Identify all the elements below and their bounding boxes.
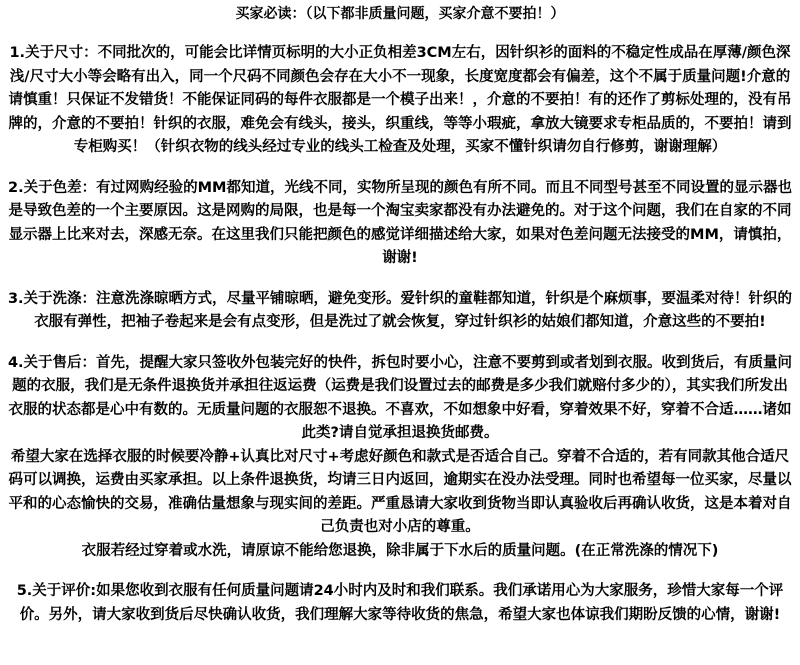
notice-review-section: 5.关于评价:如果您收到衣服有任何质量问题请24小时内及时和我们联系。我们承诺用心为大家服务，珍惜大家每一个评价。另外，请大家收到货后尽快确认收货，我们理解大家等待收货的焦急，希望大家也体谅我们期盼反馈的心情，谢谢! <box>16 583 784 623</box>
notice-aftersale-extra-2: 衣服若经过穿着或水洗，请原谅不能给您退换，除非属于下水后的质量问题。(在正常洗涤的情况下) <box>81 542 719 559</box>
notice-aftersale-extra-1: 希望大家在选择衣服的时候要冷静+认真比对尺寸+考虑好颜色和款式是否适合自己。穿着不合适的，若有同款其他合适尺码可以调换，运费由买家承担。以上条件退换货，均请三日内返回，逾期实在没办法受理。同时也希望每一位买家，尽量以平和的心态愉快的交易，准确估量想象与现实间的差距。严重恳请大家收到货物当即认真验收后再确认收货，这是本着对自己负责也对小店的尊重。 <box>8 448 792 535</box>
notice-title: 买家必读：（以下都非质量问题，买家介意不要拍！） <box>235 6 565 22</box>
notice-washing-section: 3.关于洗涤：注意洗涤晾晒方式，尽量平铺晾晒，避免变形。爱针织的童鞋都知道，针织是个麻烦事，要温柔对待！针织的衣服有弹性，把袖子卷起来是会有点变形，但是洗过了就会恢复，穿过针织衫的姑娘们都知道，介意这些的不要拍! <box>7 290 793 330</box>
notice-color-section: 2.关于色差：有过网购经验的MM都知道，光线不同，实物所呈现的颜色有所不同。而且不同型号甚至不同设置的显示器也是导致色差的一个主要原因。这是网购的局限，也是每一个淘宝卖家都没有办法避免的。对于这个问题，我们在自家的不同显示器上比来对去，深感无奈。在这里我们只能把颜色的感觉详细描述给大家，如果对色差问题无法接受的MM，请慎拍，谢谢! <box>8 179 792 266</box>
notice-size-section: 1.关于尺寸：不同批次的，可能会比详情页标明的大小正负相差3CM左右，因针织衫的面料的不稳定性成品在厚薄/颜色深浅/尺寸大小等会略有出入，同一个尺码不同颜色会存在大小不一现象，长度宽度都会有偏差，这个不属于质量问题!介意的请慎重！只保证不发错货！不能保证同码的每件衣服都是一个模子出来！，介意的不要拍！有的还作了剪标处理的，没有吊牌的，介意的不要拍！针织的衣服，难免会有线头，接头，织重线，等等小瑕疵，拿放大镜要求专柜品质的，不要拍！请到专柜购买！（针织衣物的线头经过专业的线头工检查及处理，买家不懂针织请勿自行修剪，谢谢理解） <box>8 45 792 155</box>
section-spacer <box>6 160 794 177</box>
section-spacer <box>6 563 794 580</box>
notice-aftersale-section: 4.关于售后：首先，提醒大家只签收外包装完好的快件，拆包时要小心，注意不要剪到或者划到衣服。收到货后，有质量问题的衣服，我们是无条件退换货并承担往返运费（运费是我们设置过去的邮费是多少我们就赔付多少的），其实我们所发出衣服的状态都是心中有数的。无质量问题的衣服恕不退换。不喜欢，不如想象中好看，穿着效果不好，穿着不合适……诸如此类?请自觉承担退换货邮费。 <box>7 354 793 441</box>
section-spacer <box>6 271 794 288</box>
section-spacer <box>6 335 794 352</box>
